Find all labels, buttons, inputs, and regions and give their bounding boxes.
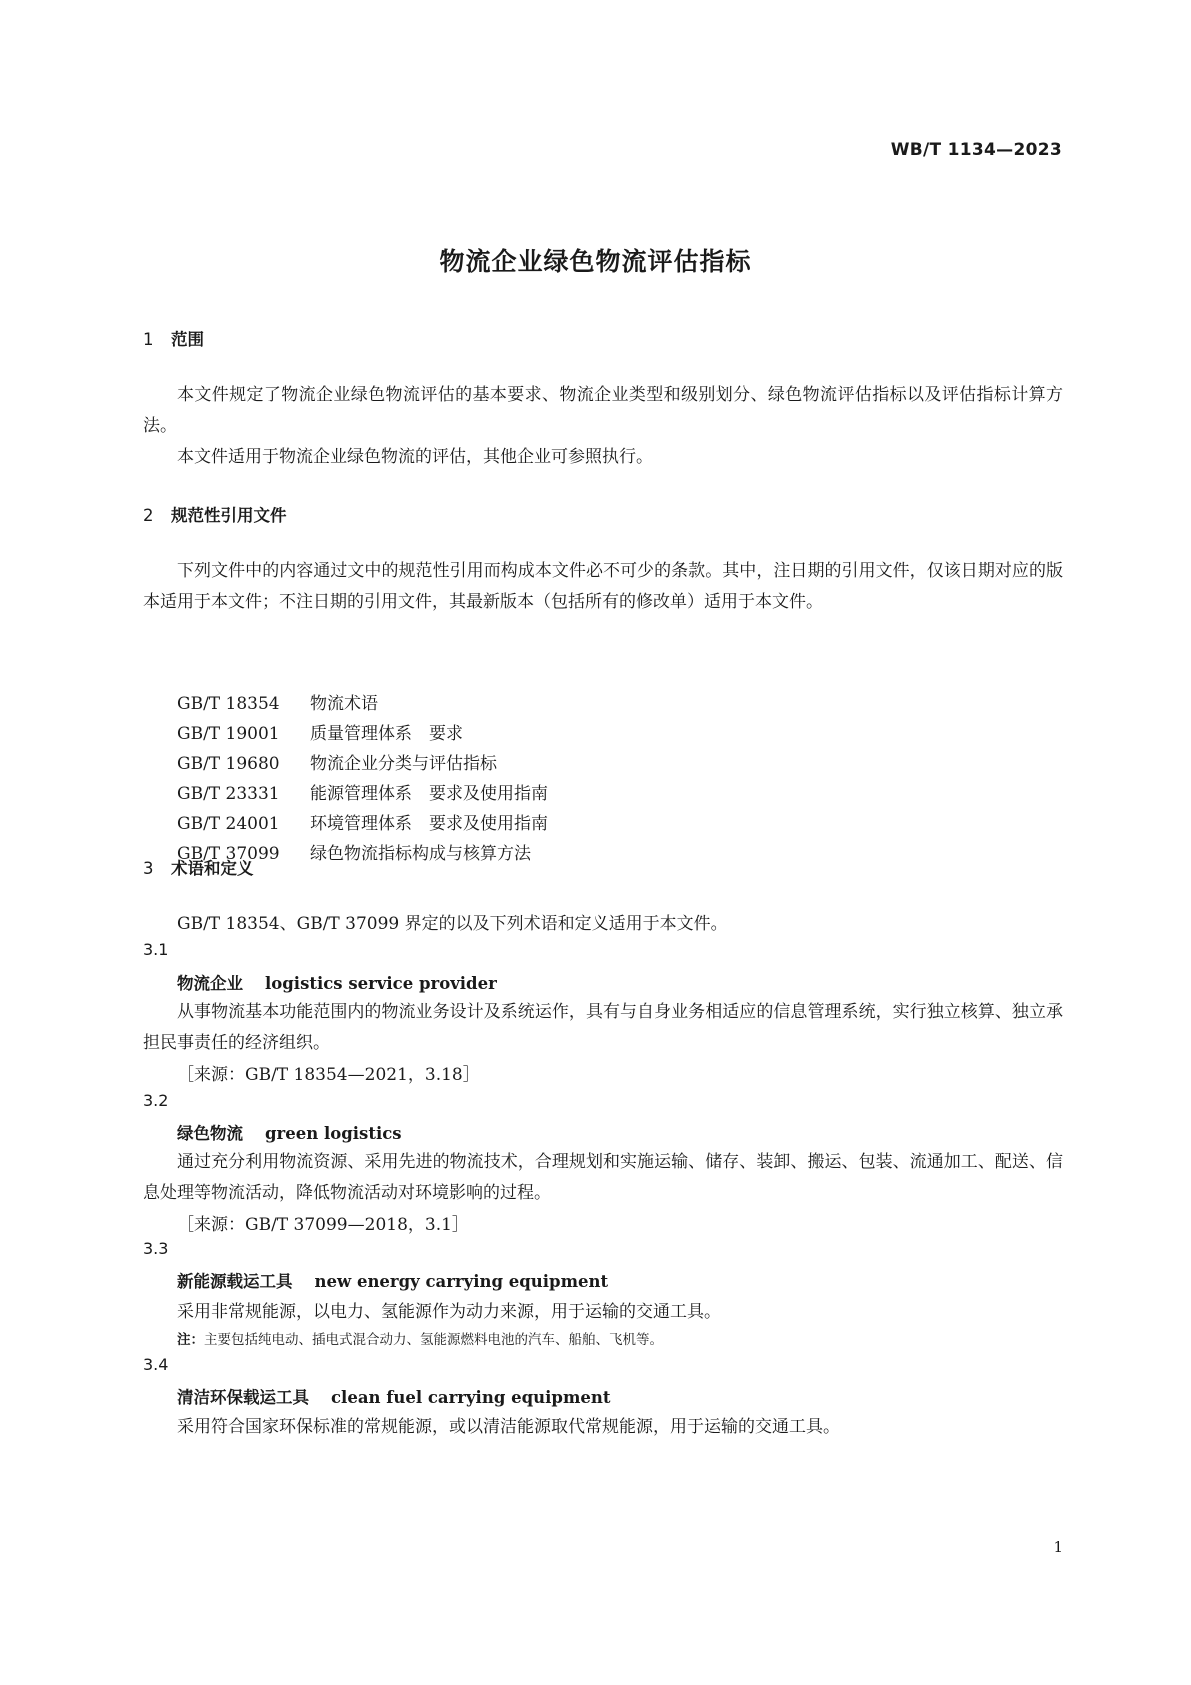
reference-item [177,719,548,749]
reference-title: 能源管理体系 要求及使用指南 [310,784,548,804]
section-number: 1 [143,330,154,349]
section-1-body [143,380,1063,473]
term-zh: 新能源载运工具 [177,1272,293,1291]
reference-item [177,749,548,779]
note-label: 注： [177,1332,204,1348]
note-text: 主要包括纯电动、插电式混合动力、氢能源燃料电池的汽车、船舶、飞机等。 [204,1332,663,1348]
term-number: 3.1 [143,940,169,959]
paragraph: 本文件适用于物流企业绿色物流的评估，其他企业可参照执行。 [177,447,653,467]
term-en: new energy carrying equipment [314,1272,609,1291]
reference-title: 质量管理体系 要求 [310,724,463,744]
section-1-heading [143,326,204,350]
term-note [177,1328,663,1348]
section-2-heading [143,502,287,526]
term-en: clean fuel carrying equipment [331,1388,611,1407]
document-number: WB/T 1134—2023 [890,140,1062,160]
reference-item [177,809,548,839]
document-title: 物流企业绿色物流评估指标 [439,247,752,276]
paragraph: 通过充分利用物流资源、采用先进的物流技术，合理规划和实施运输、储存、装卸、搬运、包装、流通加工、配送、信息处理等物流活动，降低物流活动对环境影响的过程。 [143,1152,1063,1203]
paragraph: 本文件规定了物流企业绿色物流评估的基本要求、物流企业类型和级别划分、绿色物流评估指标以及评估指标计算方法。 [143,385,1063,436]
reference-code: GB/T 24001 [177,814,280,834]
paragraph: 从事物流基本功能范围内的物流业务设计及系统运作，具有与自身业务相适应的信息管理系统，实行独立核算、独立承担民事责任的经济组织。 [143,1002,1063,1053]
reference-title: 绿色物流指标构成与核算方法 [310,844,531,864]
paragraph: 下列文件中的内容通过文中的规范性引用而构成本文件必不可少的条款。其中，注日期的引用文件，仅该日期对应的版本适用于本文件；不注日期的引用文件，其最新版本（包括所有的修改单）适用于本文件。 [143,561,1063,612]
term-source: ［来源：GB/T 37099—2018，3.1］ [177,1215,469,1235]
section-title: 术语和定义 [171,859,254,878]
reference-code: GB/T 23331 [177,784,280,804]
reference-code: GB/T 19001 [177,724,280,744]
reference-title: 物流术语 [310,694,378,714]
term-number: 3.4 [143,1355,169,1374]
term-heading [177,1384,611,1408]
term-heading [177,970,497,994]
term-zh: 物流企业 [177,974,243,993]
page-number: 1 [1053,1538,1063,1556]
section-number: 2 [143,506,154,525]
term-zh: 清洁环保载运工具 [177,1388,309,1407]
reference-title: 环境管理体系 要求及使用指南 [310,814,548,834]
reference-code: GB/T 19680 [177,754,280,774]
term-heading [177,1268,608,1292]
section-3-intro: GB/T 18354、GB/T 37099 界定的以及下列术语和定义适用于本文件。 [177,914,728,934]
reference-item [177,689,548,719]
reference-code: GB/T 37099 [177,844,280,864]
section-number: 3 [143,859,154,878]
term-zh: 绿色物流 [177,1124,243,1143]
term-heading [177,1120,402,1144]
term-en: logistics service provider [265,974,497,993]
section-title: 规范性引用文件 [171,506,287,525]
term-definition [143,997,1063,1059]
term-definition: 采用符合国家环保标准的常规能源，或以清洁能源取代常规能源，用于运输的交通工具。 [177,1417,840,1437]
section-title: 范围 [171,330,204,349]
term-source: ［来源：GB/T 18354—2021，3.18］ [177,1065,480,1085]
term-definition: 采用非常规能源，以电力、氢能源作为动力来源，用于运输的交通工具。 [177,1302,721,1322]
normative-references-list [177,689,548,869]
reference-title: 物流企业分类与评估指标 [310,754,497,774]
reference-code: GB/T 18354 [177,694,280,714]
term-number: 3.2 [143,1091,169,1110]
term-number: 3.3 [143,1239,169,1258]
reference-item [177,779,548,809]
term-definition [143,1147,1063,1209]
section-3-heading [143,855,254,879]
section-2-intro [143,556,1063,618]
term-en: green logistics [265,1124,402,1143]
